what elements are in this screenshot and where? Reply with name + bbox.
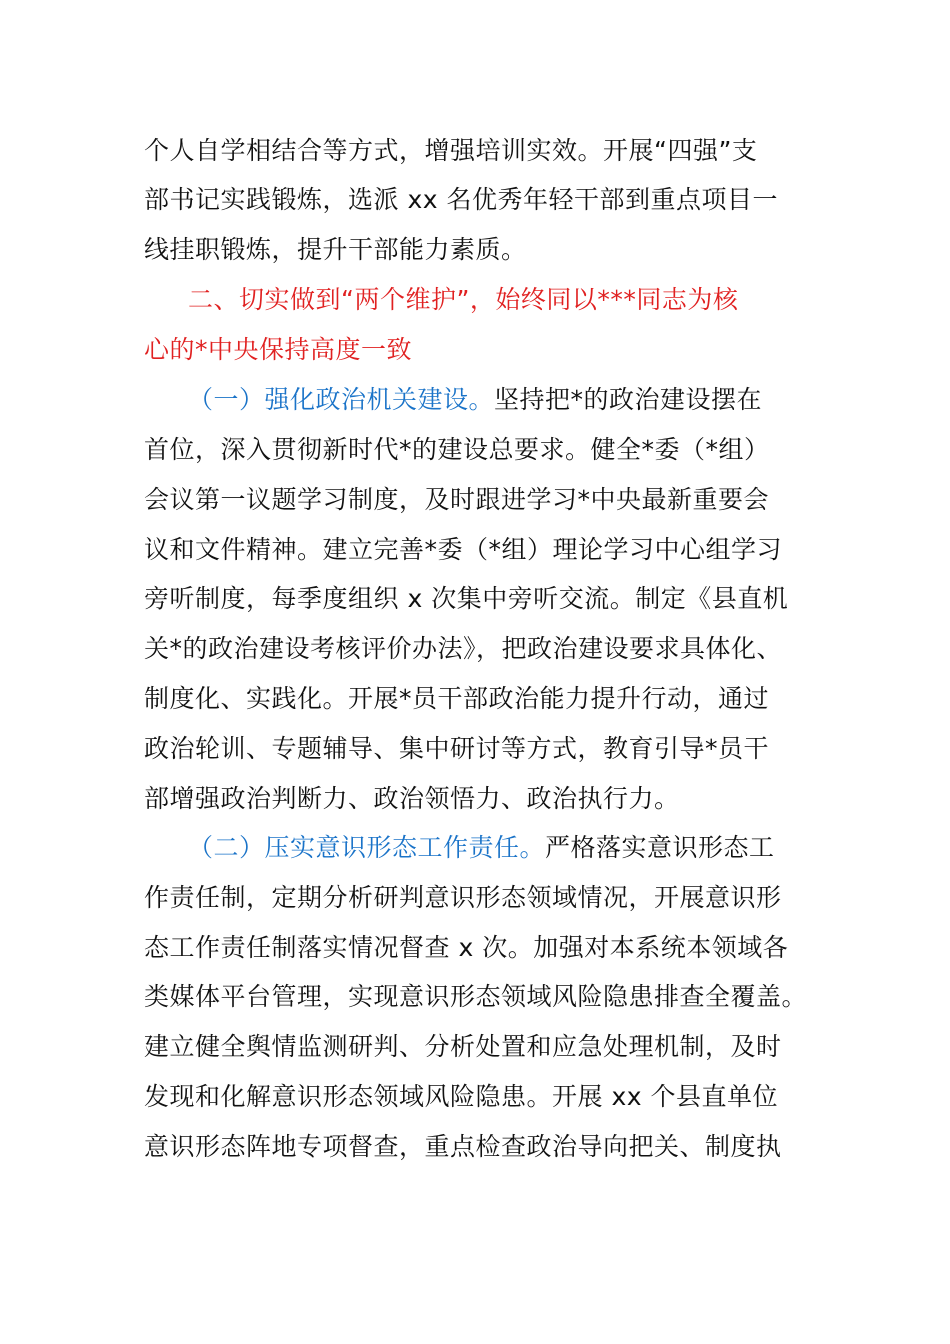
subsection-title: （一）强化政治机关建设。 xyxy=(188,385,495,414)
section-heading-line1: 二、切实做到“两个维护”，始终同以***同志为核 xyxy=(188,285,739,314)
section-heading-line2: 心的*中央保持高度一致 xyxy=(144,335,413,364)
body-text-run: 严格落实意识形态工 xyxy=(545,833,775,862)
body-text-line: 会议第一议题学习制度，及时跟进学习*中央最新重要会 xyxy=(144,485,770,514)
body-text-line: 类媒体平台管理，实现意识形态领域风险隐患排查全覆盖。 xyxy=(144,982,808,1011)
body-text-line: 建立健全舆情监测研判、分析处置和应急处理机制，及时 xyxy=(144,1032,782,1061)
body-text-line: 部增强政治判断力、政治领悟力、政治执行力。 xyxy=(144,784,680,813)
body-text-line: 态工作责任制落实情况督查 x 次。加强对本系统本领域各 xyxy=(144,933,789,962)
body-text-line: 旁听制度，每季度组织 x 次集中旁听交流。制定《县直机 xyxy=(144,584,789,613)
body-text-line: 线挂职锻炼，提升干部能力素质。 xyxy=(144,235,527,264)
body-text-line: 关*的政治建设考核评价办法》，把政治建设要求具体化、 xyxy=(144,634,783,663)
body-text-line: 个人自学相结合等方式，增强培训实效。开展“四强”支 xyxy=(144,136,758,165)
body-text-line: 议和文件精神。建立完善*委（*组）理论学习中心组学习 xyxy=(144,535,783,564)
subsection-title: （二）压实意识形态工作责任。 xyxy=(188,833,546,862)
body-text-line: 制度化、实践化。开展*员干部政治能力提升行动，通过 xyxy=(144,684,770,713)
body-text-line: 发现和化解意识形态领域风险隐患。开展 xx 个县直单位 xyxy=(144,1082,778,1111)
body-text-run: 坚持把*的政治建设摆在 xyxy=(494,385,763,414)
subsection-first-line xyxy=(188,831,775,865)
body-text-line: 首位，深入贯彻新时代*的建设总要求。健全*委（*组） xyxy=(144,435,770,464)
body-text-line: 意识形态阵地专项督查，重点检查政治导向把关、制度执 xyxy=(144,1132,782,1161)
body-text-line: 政治轮训、专题辅导、集中研讨等方式，教育引导*员干 xyxy=(144,734,770,763)
body-text-line: 部书记实践锻炼，选派 xx 名优秀年轻干部到重点项目一 xyxy=(144,185,778,214)
subsection-first-line xyxy=(188,383,762,417)
body-text-line: 作责任制，定期分析研判意识形态领域情况，开展意识形 xyxy=(144,883,782,912)
